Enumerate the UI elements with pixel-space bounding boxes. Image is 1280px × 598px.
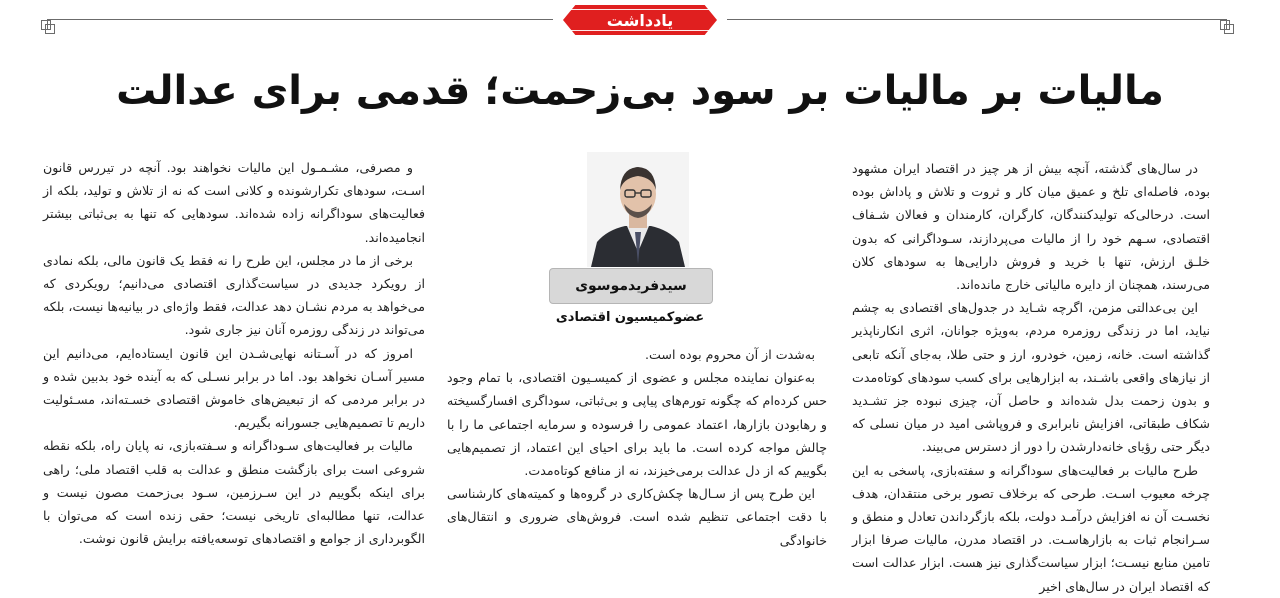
- corner-ornament-left: [41, 20, 55, 34]
- paragraph: و مصرفی، مشـمـول این مالیات نخواهند بود. آنچه در تیررس قانون اسـت، سودهای تکرارشونده و کلانی است که نه از تلاش و تولید، بلکه از فعالیت‌های سوداگرانه زاده شده‌اند. سودهایی که تنها به بی‌ثباتی بیشتر انجامیده‌اند.: [43, 160, 425, 245]
- paragraph: برخی از ما در مجلس، این طرح را نه فقط یک قانون مالی، بلکه نمادی از رویکرد جدیدی در سیاست‌گذاری اقتصادی می‌دانیم؛ رویکردی که می‌خواهد به مردم نشـان دهد عدالت، فقط واژه‌ای در بیانیه‌ها نیست، بلکه می‌تواند در زندگی روزمره آنان نیز جاری شود.: [43, 252, 425, 338]
- top-rule-left: [47, 19, 553, 20]
- author-role: عضوکمیسیون اقتصادی: [555, 310, 705, 325]
- article-column-right: [852, 157, 1210, 598]
- article-column-left: [43, 156, 425, 550]
- paragraph: امروز که در آسـتانه نهایی‌شـدن این قانون ایستاده‌ایم، می‌دانیم این مسیر آسـان نخواهد بود. اما در برابر نسـلی که به آینده خود بدبین شده و در برابر مردمی که از تبعیض‌های خاموش اقتصادی خسـته‌اند، مسـئولیت داریم تا تصمیم‌هایی جسورانه بگیریم.: [43, 345, 425, 431]
- author-portrait: [587, 152, 689, 267]
- paragraph: این طرح پس از سـال‌ها چکش‌کاری در گروه‌ها و کمیته‌های کارشناسی با دقت اجتماعی تنظیم شده است. فروش‌های ضروری و انتقال‌های خانوادگی: [447, 486, 827, 548]
- headline: مالیات بر مالیات بر سود بی‌زحمت؛ قدمی برای عدالت: [116, 68, 1164, 114]
- author-portrait-image: [587, 152, 689, 267]
- paragraph: طرح مالیات بر فعالیت‌های سوداگرانه و سفته‌بازی، پاسخی به این چرخه معیوب اسـت. طرحی که برخلاف تصور برخی منتقدان، هدف نخسـت آن نه افزایش درآمـد دولت، بلکه بازگرداندن تعادل و منطق و سـرانجام ثبات به بازارهاسـت. در اقتصاد مدرن، مالیات صرفا ابزار تامین منابع نیسـت؛ ابزار سیاست‌گذاری نیز هست. ابزار عدالت است که اقتصاد ایران در سال‌های اخیر: [852, 462, 1210, 594]
- author-name-box: [549, 268, 713, 304]
- top-rule-right: [727, 19, 1227, 20]
- paragraph: این بی‌عدالتی مزمن، اگرچه شـاید در جدول‌های اقتصادی به چشم نیاید، اما در زندگی روزمره مردم، به‌ویژه جوانان، اثری انکارناپذیر گذاشته است. خانه، زمین، خودرو، ارز و حتی طلا، به‌جای آنکه تابعی از نیازهای واقعی باشـند، به ابزارهایی برای کسب سودهای کوتاه‌مدت و بدون زحمت بدل شده‌اند و حاصل آن، چیزی نبوده جز تشـدید شکاف طبقاتی، افزایش نابرابری و فروپاشی امید در میان نسلی که دیگر حتی رؤیای خانه‌دارشدن را دور از دسترس می‌بیند.: [852, 300, 1210, 455]
- section-tag-label: یادداشت: [606, 10, 674, 30]
- corner-ornament-right: [1220, 20, 1234, 34]
- section-tag: [563, 5, 717, 35]
- paragraph: به‌شدت از آن محروم بوده است.: [645, 347, 815, 362]
- author-name: سیدفریدموسوی: [575, 278, 687, 294]
- article-column-middle: [447, 343, 827, 552]
- paragraph: در سال‌های گذشته، آنچه بیش از هر چیز در اقتصاد ایران مشهود بوده، فاصله‌ای تلخ و عمیق میان کار و ثروت و تلاش و پاداش بوده است. درحالی‌که تولیدکنندگان، کارگران، کارمندان و فعالان شـفاف اقتصادی، سـهم خود را از مالیات می‌پردازند، سـوداگرانی که بدون خلـق ارزش، تنها با خرید و فروش دارایی‌ها به سودهای کلان می‌رسند، همچنان از دایره مالیاتی خارج مانده‌اند.: [852, 161, 1210, 293]
- paragraph: به‌عنوان نماینده مجلس و عضوی از کمیسـیون اقتصادی، با تمام وجود حس کرده‌ام که چگونه تورم‌های پیاپی و بی‌ثباتی، سوداگری افسارگسیخته و رهابودن بازارها، اعتماد عمومی را فرسوده و سرمایه اجتماعی ما را با چالش مواجه کرده است. ما باید برای احیای این اعتماد، از تصمیم‌هایی بگوییم که از دل عدالت برمی‌خیزند، نه از منافع کوتاه‌مدت.: [447, 370, 827, 479]
- paragraph: مالیات بر فعالیت‌های سـوداگرانه و سـفته‌بازی، نه پایان راه، بلکه نقطه شروعی است برای بازگشت منطق و عدالت به قلب اقتصاد ملی؛ راهی برای اینکه بگوییم در این سـرزمین، سـود بی‌زحمت مصون نیست و عدالت، تنها مطالبه‌ای تاریخی نیست؛ حقی زنده است که می‌توان با الگوبرداری از جوامع و اقتصادهای توسعه‌یافته برایش قانون نوشت.: [43, 438, 425, 547]
